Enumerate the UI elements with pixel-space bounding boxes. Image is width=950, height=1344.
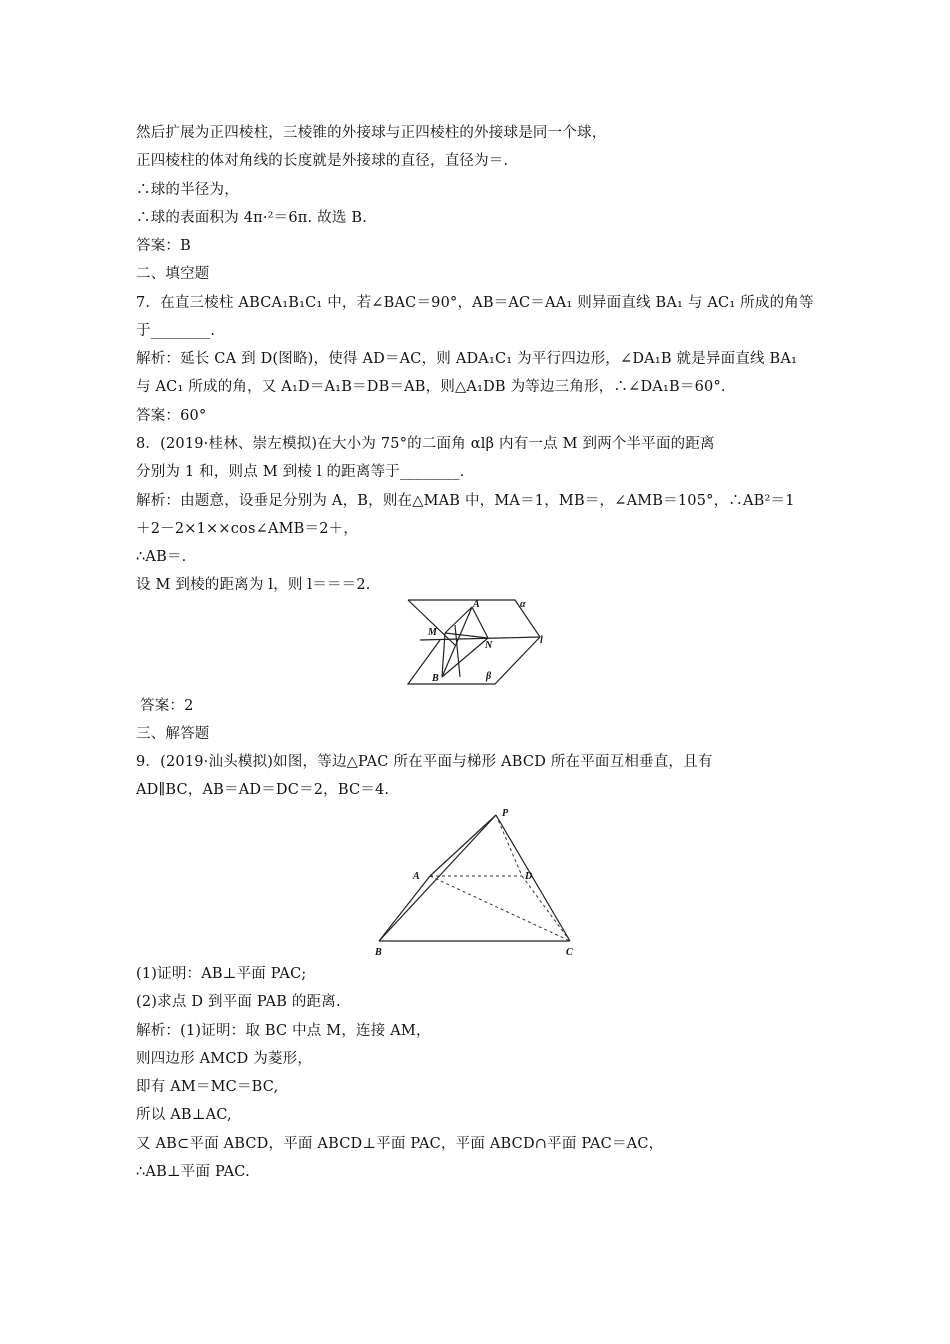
question-9: 9．(2019·汕头模拟)如图，等边△PAC 所在平面与梯形 ABCD 所在平面互相垂直，且有 bbox=[136, 754, 713, 770]
edge-BA bbox=[379, 876, 430, 941]
solution-line: 解析：(1)证明：取 BC 中点 M，连接 AM， bbox=[136, 1023, 431, 1039]
text-line: 正四棱柱的体对角线的长度就是外接球的直径，直径为＝. bbox=[136, 153, 509, 169]
text-line: ＋2－2×1××cos∠AMB＝2＋， bbox=[136, 521, 359, 537]
dihedral-angle-figure bbox=[400, 595, 580, 690]
edge-PD bbox=[496, 815, 522, 876]
edge-AP bbox=[430, 815, 496, 876]
label-beta: β bbox=[486, 671, 492, 682]
text-line: (2)求点 D 到平面 PAB 的距离. bbox=[136, 994, 341, 1010]
section-heading: 二、填空题 bbox=[136, 266, 210, 282]
label-M: M bbox=[428, 627, 437, 638]
text-line: 则四边形 AMCD 为菱形， bbox=[136, 1051, 313, 1067]
text-line: 设 M 到棱的距离为 l，则 l＝＝＝2. bbox=[136, 577, 371, 593]
edge-DC bbox=[522, 876, 570, 941]
answer-line: 答案：2 bbox=[140, 698, 194, 714]
edge-AC bbox=[430, 876, 570, 941]
label-B: B bbox=[375, 947, 382, 958]
text-line: AD∥BC，AB＝AD＝DC＝2，BC＝4. bbox=[136, 782, 390, 798]
label-A: A bbox=[473, 599, 480, 610]
text-line: 即有 AM＝MC＝BC, bbox=[136, 1079, 279, 1095]
text-line: 分别为 1 和，则点 M 到棱 l 的距离等于________. bbox=[136, 464, 465, 480]
text-line: ∴球的表面积为 4π·²＝6π. 故选 B. bbox=[136, 210, 368, 226]
label-N: N bbox=[485, 640, 493, 651]
question-7: 7．在直三棱柱 ABCA₁B₁C₁ 中，若∠BAC＝90°，AB＝AC＝AA₁ 则异面直线 BA₁ 与 AC₁ 所成的角等 bbox=[136, 295, 814, 311]
label-P: P bbox=[502, 808, 509, 819]
label-alpha: α bbox=[520, 599, 526, 610]
solution-line: 解析：由题意，设垂足分别为 A，B，则在△MAB 中，MA＝1，MB＝，∠AMB＝105°，∴AB²＝1 bbox=[136, 493, 795, 509]
edge-PC bbox=[496, 815, 570, 941]
text-line: ∴AB＝. bbox=[136, 549, 187, 565]
label-l: l bbox=[540, 635, 543, 646]
question-8: 8．(2019·桂林、崇左模拟)在大小为 75°的二面角 αlβ 内有一点 M 到两个半平面的距离 bbox=[136, 436, 715, 452]
text-line: (1)证明：AB⊥平面 PAC; bbox=[136, 966, 307, 982]
text-line: 所以 AB⊥AC, bbox=[136, 1107, 232, 1123]
pyramid-figure bbox=[370, 805, 585, 960]
answer-line: 答案：60° bbox=[136, 408, 207, 424]
label-B: B bbox=[432, 673, 439, 684]
text-line: 然后扩展为正四棱柱，三棱锥的外接球与正四棱柱的外接球是同一个球， bbox=[136, 125, 607, 141]
text-line: ∴球的半径为， bbox=[136, 182, 239, 198]
label-D: D bbox=[525, 871, 533, 882]
text-line: 于________. bbox=[136, 323, 216, 339]
plane-alpha-edge bbox=[408, 600, 455, 645]
answer-line: 答案：B bbox=[136, 238, 191, 254]
section-heading: 三、解答题 bbox=[136, 726, 210, 742]
solution-line: 解析：延长 CA 到 D(图略)，使得 AD＝AC，则 ADA₁C₁ 为平行四边形，∠DA₁B 就是异面直线 BA₁ bbox=[136, 351, 798, 367]
label-A: A bbox=[413, 871, 420, 882]
text-line: 又 AB⊂平面 ABCD，平面 ABCD⊥平面 PAC，平面 ABCD∩平面 PAC＝AC， bbox=[136, 1136, 664, 1152]
edge-BP bbox=[379, 815, 496, 941]
label-C: C bbox=[566, 947, 573, 958]
text-line: ∴AB⊥平面 PAC. bbox=[136, 1164, 250, 1180]
text-line: 与 AC₁ 所成的角，又 A₁D＝A₁B＝DB＝AB，则△A₁DB 为等边三角形，∴∠DA₁B＝60°. bbox=[136, 379, 726, 395]
